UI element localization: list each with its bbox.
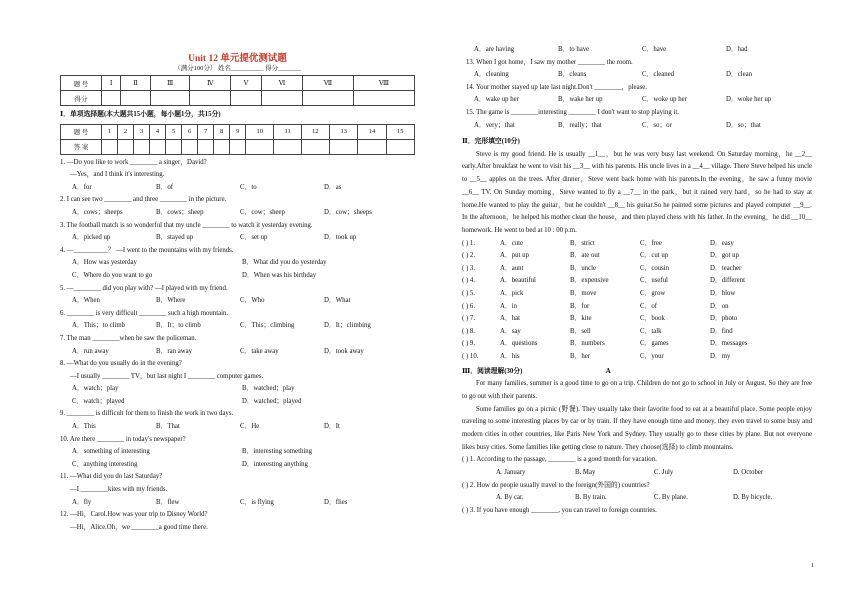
cloze-option: B．move [570, 290, 597, 298]
option: B．Where [156, 297, 186, 305]
q14-stem: 14. Your mother stayed up late last night.Don't ________，please. [466, 83, 647, 91]
cloze-row [462, 301, 812, 314]
cloze-number: ( ) 3. [462, 264, 476, 272]
option: B．interesting something [242, 448, 313, 456]
cloze-number: ( ) 8. [462, 327, 476, 335]
option: D．took up [324, 234, 357, 242]
cloze-option: C．your [640, 353, 664, 361]
answer-cell [198, 139, 214, 154]
answer-label-cell: 答 案 [61, 139, 102, 154]
cloze-option: D．teacher [710, 264, 742, 272]
option: D．watched；played [242, 397, 302, 405]
score-cell [190, 91, 231, 106]
cloze-row [462, 326, 812, 339]
option: B．wake her up [558, 96, 603, 104]
option: C．This；climbing [240, 322, 295, 330]
question-11-line: 11. —What did you do last Saturday? [60, 473, 163, 481]
cloze-option: D．blow [710, 290, 736, 298]
cloze-row [462, 338, 812, 351]
option: A．are having [474, 46, 515, 53]
score-header-cell: Ⅱ [121, 76, 150, 91]
cloze-row [462, 250, 812, 263]
cloze-row [462, 288, 812, 301]
option: C．Where do you want to go [72, 271, 153, 279]
reading-q3: ( ) 3. If you have enough ________, you can travel to foreign countries. [462, 506, 657, 514]
option: B. May [575, 469, 596, 477]
score-cell [102, 91, 121, 106]
answer-header-cell: 15 [386, 124, 414, 139]
score-header-cell: Ⅵ [261, 76, 302, 91]
question-11-options [60, 497, 415, 510]
right-column [462, 44, 812, 517]
option: C．He [240, 423, 260, 431]
cloze-option: D．different [710, 277, 745, 285]
answer-cell [166, 139, 182, 154]
cloze-number: ( ) 4. [462, 277, 476, 285]
cloze-option: B．expensive [570, 277, 609, 285]
cloze-option: D．easy [710, 239, 734, 247]
score-cell [353, 91, 414, 106]
option: C. By plane. [654, 494, 688, 502]
option: C．cow；sheep [240, 208, 285, 216]
score-cell [150, 91, 190, 106]
option: A．picked up [72, 234, 111, 242]
question-12-line: —Hi，Alice.Oh，we ________a good time there. [70, 523, 208, 531]
score-cell [121, 91, 150, 106]
answer-header-cell: 6 [182, 124, 198, 139]
score-header-cell: Ⅰ [102, 76, 121, 91]
cloze-option: A．hat [500, 315, 521, 323]
question-2-line: 2. I can see two ________ and three ________ in the picture. [60, 196, 227, 204]
option: C．Who [240, 297, 265, 305]
cloze-row [462, 313, 812, 326]
cloze-number: ( ) 9. [462, 340, 476, 348]
question-4-options [60, 270, 415, 283]
cloze-number: ( ) 10. [462, 353, 479, 361]
answer-cell [301, 139, 329, 154]
question-5-options [60, 295, 415, 308]
answer-header-cell: 11 [274, 124, 301, 139]
question-3-options [60, 232, 415, 245]
question-8-line: 8. —What do you usually do in the evening? [60, 360, 182, 368]
option: D．interesting anything [242, 460, 308, 468]
option: C．to [240, 183, 257, 191]
cloze-row [462, 238, 812, 251]
option: B. By train. [575, 494, 607, 502]
cloze-row [462, 263, 812, 276]
option: C．have [642, 46, 667, 53]
question-4-line: 4. —__________？ —I went to the mountains with my friends. [60, 246, 234, 254]
cloze-option: A．in [500, 302, 517, 310]
cloze-option: C．useful [640, 277, 668, 285]
question-6-line: 6. ________ is very difficult ________ such a high mountain. [60, 309, 229, 317]
option: D．so；that [726, 121, 761, 129]
answer-header-cell: 5 [166, 124, 182, 139]
reading-q2: ( ) 2. How do people usually travel to the foreign(外国的) countries? [462, 481, 650, 489]
option: B．really；that [558, 121, 602, 129]
page-subtitle: （满分100分） 姓名__________ 得分_______ [174, 65, 301, 72]
section3-part: A [605, 367, 611, 375]
option: D．as [324, 183, 342, 191]
question-4-options [60, 257, 415, 270]
option: A．cows；sheeps [72, 208, 123, 216]
score-header-cell: Ⅳ [190, 76, 231, 91]
answer-header-cell: 1 [102, 124, 118, 139]
reading-q1: ( ) 1. According to the passage, ________ is a good month for vacation. [462, 456, 657, 464]
question-1-options [60, 182, 415, 195]
question-10-options [60, 459, 415, 472]
option: A．something of interesting [72, 448, 150, 456]
page-title: Unit 12 单元提优测试题 [188, 54, 287, 64]
option: C．watch；played [72, 397, 125, 405]
cloze-option: B．sell [570, 327, 591, 335]
option: B．cleans [558, 71, 587, 79]
cloze-option: D．find [710, 327, 733, 335]
cloze-option: C．cut up [640, 252, 669, 260]
option: B．It；to climb [156, 322, 201, 330]
answer-header-cell: 9 [230, 124, 246, 139]
option: B．What did you do yesterday [242, 259, 327, 267]
answer-cell [246, 139, 274, 154]
q13-options [462, 69, 812, 82]
score-header-cell: 题 号 [61, 76, 102, 91]
question-3-line: 3. The football match is so wonderful that my uncle ________ to watch it yesterday evening. [60, 221, 313, 229]
answer-header-cell: 7 [198, 124, 214, 139]
cloze-option: C．grow [640, 290, 666, 298]
score-label-cell: 得分 [61, 91, 102, 106]
cloze-number: ( ) 7. [462, 315, 476, 323]
score-header-cell: Ⅷ [353, 76, 414, 91]
question-10-line: 10. Are there ________ in today's newspaper? [60, 435, 186, 443]
question-2-options [60, 207, 415, 220]
option: A．This [72, 423, 96, 431]
score-cell [302, 91, 353, 106]
reading-q2-options [462, 492, 812, 505]
cloze-option: D．messages [710, 340, 748, 348]
option: B．That [156, 423, 180, 431]
answer-table [60, 124, 415, 155]
question-1-line: —Yes，and I think it's interesting. [70, 171, 165, 179]
q14-options [462, 94, 812, 107]
option: B．cows；sheep [156, 208, 204, 216]
answer-cell [182, 139, 198, 154]
cloze-option: B．ate out [570, 252, 600, 260]
option: D．flies [324, 498, 348, 506]
option: B．stayed up [156, 234, 194, 242]
cloze-option: A．cute [500, 239, 524, 247]
cloze-option: B．strict [570, 239, 595, 247]
score-header-cell: Ⅶ [302, 76, 353, 91]
cloze-option: A．put up [500, 252, 529, 260]
answer-header-cell: 10 [246, 124, 274, 139]
option: A．cleaning [474, 71, 509, 79]
section1-heading: Ⅰ．单项选择题(本大题共15小题，每小题1分，共15分) [60, 111, 221, 118]
cloze-option: D．got up [710, 252, 739, 260]
option: D．When was his birthday [242, 271, 317, 279]
option: A．watch；play [72, 385, 119, 393]
answer-header-cell: 4 [150, 124, 166, 139]
option: D．woke her up [726, 96, 772, 104]
option: C．woke up her [642, 96, 687, 104]
left-column [60, 0, 415, 534]
reading-q1-options [462, 467, 812, 480]
cloze-option: B．for [570, 302, 590, 310]
cloze-option: C．cousin [640, 264, 670, 272]
answer-cell [386, 139, 414, 154]
option: A．very；that [474, 121, 515, 129]
answer-cell [134, 139, 150, 154]
answer-cell [274, 139, 301, 154]
question-8-line: —I usually ________ TV，but last night I ________ computer games. [70, 372, 264, 380]
cloze-option: C．games [640, 340, 669, 348]
cloze-option: A．beautiful [500, 277, 536, 285]
page-number: 1 [811, 563, 814, 569]
cloze-option: B．kite [570, 315, 592, 323]
option: A．When [72, 297, 100, 305]
question-5-line: 5. —________ did you play with? —I played with my friend. [60, 284, 228, 292]
option: A．fly [72, 498, 92, 506]
q15-stem: 15. The game is ________interesting ________ I don't want to stop playing it. [466, 108, 679, 116]
question-6-options [60, 320, 415, 333]
cloze-number: ( ) 6. [462, 302, 476, 310]
option: A．This；to climb [72, 322, 126, 330]
cloze-row [462, 275, 812, 288]
answer-cell [358, 139, 386, 154]
option: C．is flying [240, 498, 274, 506]
cloze-option: B．her [570, 353, 591, 361]
option: B．ran away [156, 347, 193, 355]
cloze-option: A．say [500, 327, 521, 335]
option: A. By car. [496, 494, 524, 502]
option: D. October [733, 469, 764, 477]
option: C．cleaned [642, 71, 675, 79]
q15-options [462, 120, 812, 133]
option: D．What [324, 297, 351, 305]
section2-heading: Ⅱ．完形填空(10分) [462, 138, 520, 146]
option: C．so；or [642, 121, 672, 129]
answer-cell [102, 139, 118, 154]
option: C．anything interesting [72, 460, 138, 468]
option: C．take away [240, 347, 279, 355]
option: A．How was yesterday [72, 259, 137, 267]
option: D．It；climbing [324, 322, 371, 330]
option: B．to have [558, 46, 590, 53]
option: C．set up [240, 234, 268, 242]
option: D．cow；sheeps [324, 208, 372, 216]
cloze-passage: Steve is my good friend. He is usually __1__，but he was very busy last weekend. On Saturday morning，he __2__ early.After breakfast he went to visit his __3__ with his parents. His uncle lives in a __4__ village. There Steve helped his uncle to __5__ apples on the trees. After dinner，Steve went back home with his parents.In the evening，he saw a funny movie __6__ TV. On Sunday morning，Steve wanted to fly a __7__ in the park，but it rained very hard，so he had to stay at home.He wanted to play the guitar，but he couldn't __8__ his guitar.So he painted some pictures and played computer __9__. In the afternoon，he helped his mother clean the house，and then played chess with his father. In the evening，he did __10__ homework. He went to bed at 10 : 00 p.m. [462, 150, 812, 234]
cloze-number: ( ) 5. [462, 290, 476, 298]
option: B．of [156, 183, 173, 191]
option: C. July [654, 469, 674, 477]
option: B．flew [156, 498, 180, 506]
question-8-options [60, 383, 415, 396]
option: D．clean [726, 71, 753, 79]
question-7-line: 7. The man ________when he saw the policeman. [60, 334, 197, 342]
score-cell [231, 91, 262, 106]
cloze-options [462, 238, 812, 364]
option: A. January [496, 469, 526, 477]
q13-stem: 13. When I got home，I saw my mother ________ the room. [466, 58, 633, 66]
cloze-option: C．book [640, 315, 665, 323]
cloze-option: C．of [640, 302, 657, 310]
question-9-options [60, 421, 415, 434]
cloze-option: A．his [500, 353, 520, 361]
cloze-option: A．pick [500, 290, 524, 298]
option: A．for [72, 183, 92, 191]
answer-header-cell: 8 [214, 124, 230, 139]
answer-cell [150, 139, 166, 154]
option: A．wake up her [474, 96, 519, 104]
question-9-line: 9. ________ is difficult for them to finish the work in two days. [60, 410, 234, 418]
section3-heading: Ⅲ．阅读理解(30分) A [462, 367, 611, 375]
question-12-line: 12. —Hi，Carol.How was your trip to Disney World? [60, 511, 208, 519]
cloze-option: B．uncle [570, 264, 597, 272]
option: D. By bicycle. [733, 494, 773, 502]
option: B．watched；play [242, 385, 295, 393]
answer-header-cell: 14 [358, 124, 386, 139]
question-7-options [60, 346, 415, 359]
q12-options [462, 44, 812, 57]
cloze-option: B．numbers [570, 340, 605, 348]
answer-cell [330, 139, 358, 154]
score-cell [261, 91, 302, 106]
answer-header-cell: 12 [301, 124, 329, 139]
option: D．took away [324, 347, 364, 355]
cloze-option: A．aunt [500, 264, 524, 272]
cloze-number: ( ) 2. [462, 252, 476, 260]
answer-header-cell: 题 号 [61, 124, 102, 139]
cloze-option: C．talk [640, 327, 662, 335]
answer-cell [230, 139, 246, 154]
cloze-number: ( ) 1. [462, 239, 476, 247]
answer-cell [118, 139, 134, 154]
question-8-options [60, 396, 415, 409]
option: D．It [324, 423, 340, 431]
answer-header-cell: 3 [134, 124, 150, 139]
score-header-cell: Ⅲ [150, 76, 190, 91]
cloze-option: D．photo [710, 315, 738, 323]
answer-header-cell: 13 [330, 124, 358, 139]
cloze-option: A．questions [500, 340, 538, 348]
score-header-cell: Ⅴ [231, 76, 262, 91]
section1-questions [60, 157, 415, 535]
cloze-row [462, 351, 812, 364]
question-10-options [60, 446, 415, 459]
answer-cell [214, 139, 230, 154]
cloze-option: C．free [640, 239, 662, 247]
reading-para2: Some families go on a picnic (野餐). They usually take their favorite food to eat at a beautiful place. Some people enjoy traveling to some interesting places by car or by train. If they have enough time and money, they even travel to some busy and modern cities in other countries, like Paris New York and Sydney. They usually go to these cities by plane. But not everyone likes busy cities. Some families like getting close to nature. They choose(选择) to climb mountains. [462, 405, 812, 451]
question-1-line: 1. —Do you like to work ________ a singer，David? [60, 158, 207, 166]
reading-para1: For many families, summer is a good time to go on a trip. Children do not go to school in July or August. So they are free to go out with their parents. [462, 380, 812, 400]
option: A．run away [72, 347, 109, 355]
cloze-option: D．my [710, 353, 731, 361]
cloze-option: D．on [710, 302, 729, 310]
option: D．had [726, 46, 748, 53]
question-11-line: —I ________kites with my friends. [70, 486, 168, 494]
score-table [60, 75, 415, 106]
answer-header-cell: 2 [118, 124, 134, 139]
